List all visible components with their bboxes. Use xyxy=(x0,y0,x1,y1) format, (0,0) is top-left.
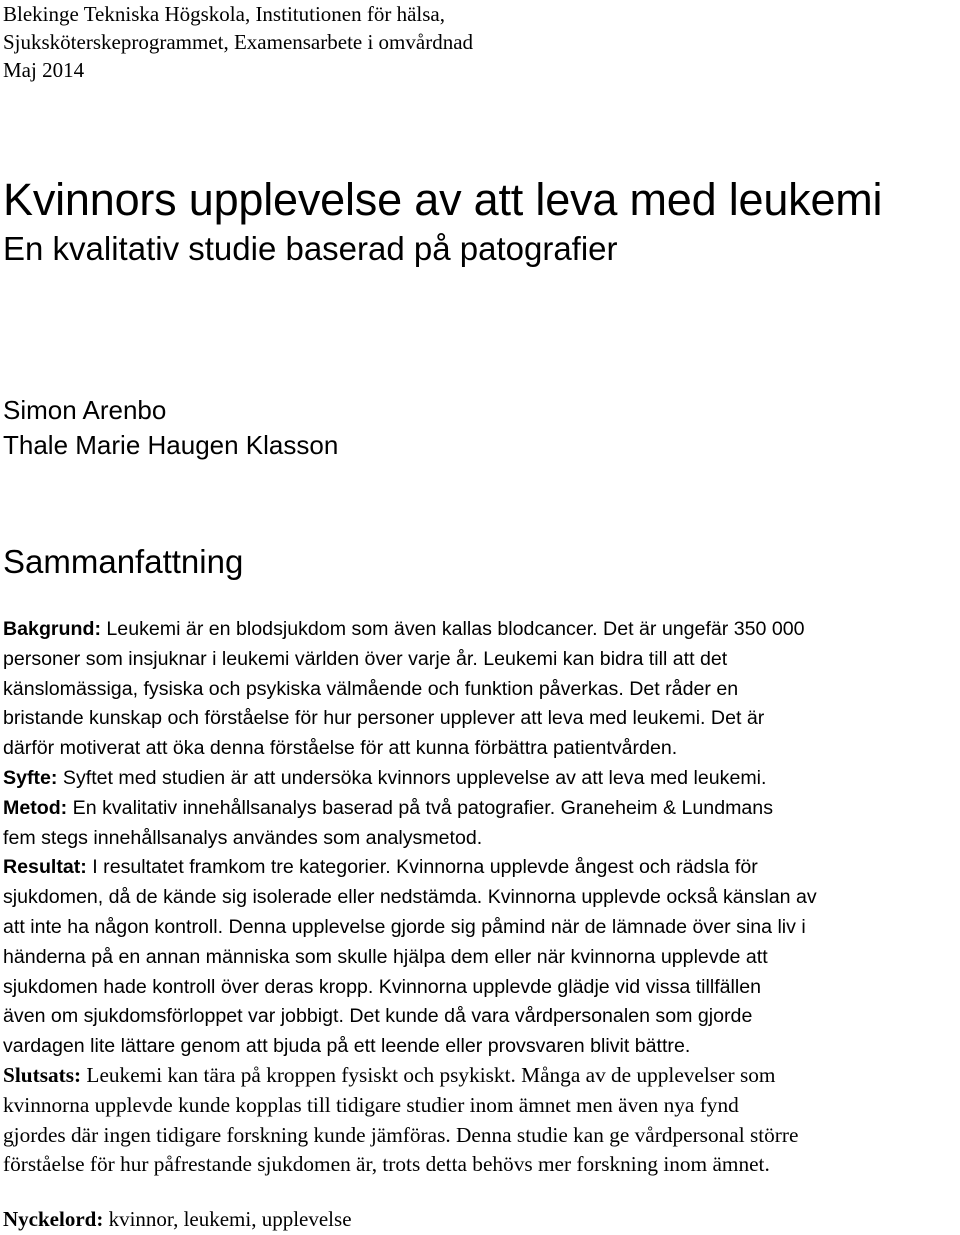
abstract-text: sjukdomen, då de kände sig isolerade eller nedstämda. Kvinnorna upplevde också känslan av xyxy=(3,886,817,909)
abstract-text: I resultatet framkom tre kategorier. Kvinnorna upplevde ångest och rädsla för xyxy=(86,856,758,879)
abstract-text: förståelse för hur påfrestande sjukdomen är, trots detta behövs mer forskning inom ämnet. xyxy=(3,1152,770,1177)
abstract-line xyxy=(3,912,960,942)
abstract-text: känslomässiga, fysiska och psykiska välmående och funktion påverkas. Det råder en xyxy=(3,677,739,700)
abstract-text: personer som insjuknar i leukemi världen över varje år. Leukemi kan bidra till att det xyxy=(3,647,728,670)
abstract-body xyxy=(3,614,960,1180)
abstract-text: även om sjukdomsförloppet var jobbigt. Det kunde då vara vårdpersonalen som gjorde xyxy=(3,1005,753,1028)
abstract-text: fem stegs innehållsanalys användes som analysmetod. xyxy=(3,826,483,849)
section-label: Metod: xyxy=(3,796,68,819)
abstract-line xyxy=(3,942,960,972)
author-list xyxy=(3,393,338,463)
section-label: Resultat: xyxy=(3,856,87,879)
abstract-line xyxy=(3,823,960,853)
abstract-line xyxy=(3,1031,960,1061)
header-line-2: Sjuksköterskeprogrammet, Examensarbete i omvårdnad xyxy=(3,30,474,54)
section-label: Bakgrund: xyxy=(3,618,101,640)
abstract-line xyxy=(3,674,960,704)
author-name: Thale Marie Haugen Klasson xyxy=(3,430,339,460)
abstract-line xyxy=(3,763,960,793)
keywords-text: kvinnor, leukemi, upplevelse xyxy=(103,1207,352,1231)
keywords-line xyxy=(3,1205,352,1233)
abstract-line xyxy=(3,703,960,733)
abstract-text: därför motiverat att öka denna förståelse för att kunna förbättra patientvården. xyxy=(3,737,678,760)
document-title: Kvinnors upplevelse av att leva med leukemi xyxy=(3,174,883,225)
abstract-text: Leukemi är en blodsjukdom som även kallas blodcancer. Det är ungefär 350 000 xyxy=(100,618,805,640)
author-name: Simon Arenbo xyxy=(3,395,167,425)
abstract-text: händerna på en annan människa som skulle hjälpa dem eller när kvinnorna upplevde att xyxy=(3,945,768,968)
header-line-1: Blekinge Tekniska Högskola, Institutionen för hälsa, xyxy=(3,2,445,26)
document-subtitle: En kvalitativ studie baserad på patografier xyxy=(3,230,618,267)
abstract-text: Syftet med studien är att undersöka kvinnors upplevelse av att leva med leukemi. xyxy=(57,766,767,789)
abstract-text: bristande kunskap och förståelse för hur personer upplever att leva med leukemi. Det är xyxy=(3,707,765,730)
keywords-label: Nyckelord: xyxy=(3,1207,104,1231)
abstract-text: En kvalitativ innehållsanalys baserad på två patografier. Graneheim & Lundmans xyxy=(67,796,774,819)
abstract-line xyxy=(3,1061,960,1091)
abstract-line xyxy=(3,644,960,674)
abstract-line xyxy=(3,1121,960,1151)
abstract-line xyxy=(3,1091,960,1121)
abstract-line xyxy=(3,614,960,644)
header-line-3: Maj 2014 xyxy=(3,58,85,82)
abstract-line xyxy=(3,852,960,882)
abstract-text: Leukemi kan tära på kroppen fysiskt och psykiskt. Många av de upplevelser som xyxy=(81,1062,776,1087)
abstract-text: sjukdomen hade kontroll över deras kropp. Kvinnorna upplevde glädje vid vissa tillfällen xyxy=(3,975,762,998)
abstract-line xyxy=(3,733,960,763)
abstract-line xyxy=(3,793,960,823)
abstract-line xyxy=(3,972,960,1002)
abstract-text: kvinnorna upplevde kunde kopplas till tidigare studier inom ämnet men även nya fynd xyxy=(3,1092,739,1117)
abstract-text: vardagen lite lättare genom att bjuda på ett leende eller provsvaren blivit bättre. xyxy=(3,1035,691,1058)
abstract-text: gjordes där ingen tidigare forskning kunde jämföras. Denna studie kan ge vårdpersonal större xyxy=(3,1122,799,1147)
institution-header xyxy=(3,0,473,84)
abstract-line xyxy=(3,1001,960,1031)
section-label: Slutsats: xyxy=(3,1062,82,1087)
summary-heading: Sammanfattning xyxy=(3,543,244,580)
section-label: Syfte: xyxy=(3,766,58,789)
abstract-text: att inte ha någon kontroll. Denna upplevelse gjorde sig påmind när de lämnade över sina liv i xyxy=(3,915,806,938)
abstract-line xyxy=(3,1150,960,1180)
abstract-line xyxy=(3,882,960,912)
